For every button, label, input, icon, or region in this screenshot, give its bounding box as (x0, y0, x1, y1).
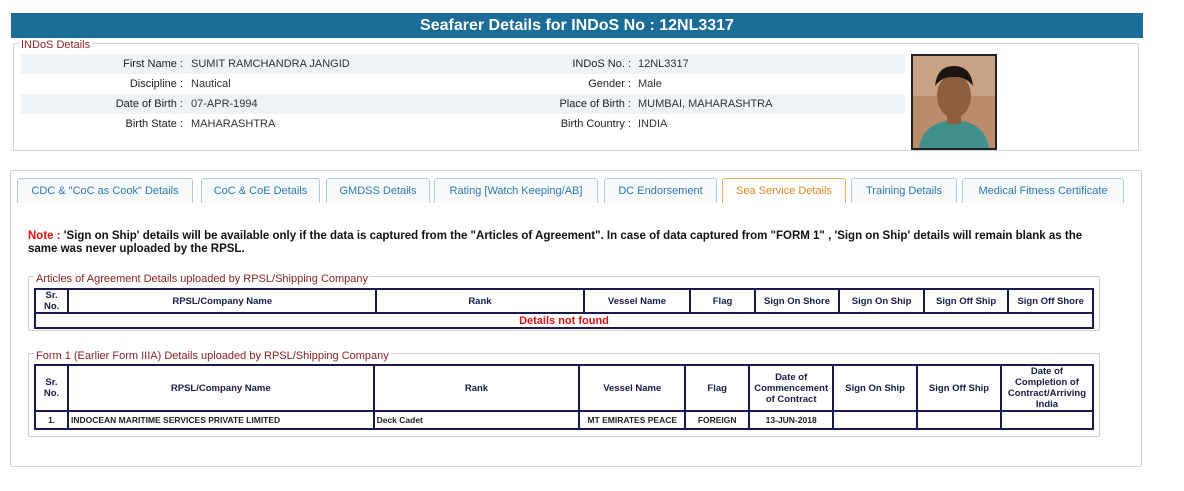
tab-dc-endorsement[interactable]: DC Endorsement (604, 178, 717, 203)
table-header-row (35, 289, 1093, 313)
birth-state-value: MAHARASHTRA (191, 118, 276, 130)
dob-value: 07-APR-1994 (191, 98, 258, 110)
col-flag: Flag (690, 289, 754, 313)
info-row (21, 114, 905, 134)
tab-coc-coe[interactable]: CoC & CoE Details (201, 178, 320, 203)
cell-commencement-date: 13-JUN-2018 (749, 411, 833, 429)
tab-medical-fitness[interactable]: Medical Fitness Certificate (962, 178, 1124, 203)
col-sr-no: Sr. No. (35, 289, 68, 313)
gender-label: Gender : (588, 78, 631, 90)
cell-vessel-name: MT EMIRATES PEACE (579, 411, 685, 429)
note-text: 'Sign on Ship' details will be available only if the data is captured from the "Articles of Agreement". In case of data captured from "FORM 1" , 'Sign on Ship' details will remain blank as the same was never uploaded by the RPSL. (28, 230, 1083, 255)
articles-legend: Articles of Agreement Details uploaded by RPSL/Shipping Company (36, 273, 369, 285)
cell-sign-on-ship (833, 411, 917, 429)
col-company-name: RPSL/Company Name (68, 365, 374, 411)
form1-legend: Form 1 (Earlier Form IIIA) Details uploaded by RPSL/Shipping Company (36, 350, 389, 362)
note-label: Note : (28, 230, 61, 242)
table-row (35, 313, 1093, 328)
col-sign-off-shore: Sign Off Shore (1008, 289, 1093, 313)
indos-no-label: INDoS No. : (572, 58, 631, 70)
info-row (21, 94, 905, 114)
col-completion-date: Date of Completion of Contract/Arriving India (1001, 365, 1093, 411)
col-rank: Rank (374, 365, 580, 411)
col-company-name: RPSL/Company Name (68, 289, 376, 313)
birth-country-value: INDIA (638, 118, 668, 130)
tab-training[interactable]: Training Details (851, 178, 957, 203)
indos-no-value: 12NL3317 (638, 58, 689, 70)
col-sr-no: Sr. No. (35, 365, 68, 411)
col-sign-on-ship: Sign On Ship (833, 365, 917, 411)
discipline-value: Nautical (191, 78, 231, 90)
birth-state-label: Birth State : (125, 118, 183, 130)
cell-company-name: INDOCEAN MARITIME SERVICES PRIVATE LIMITED (68, 411, 374, 429)
col-sign-on-ship: Sign On Ship (839, 289, 924, 313)
col-vessel-name: Vessel Name (579, 365, 685, 411)
col-commencement-date: Date of Commencement of Contract (749, 365, 833, 411)
tab-sea-service[interactable]: Sea Service Details (722, 178, 846, 203)
col-sign-on-shore: Sign On Shore (755, 289, 840, 313)
col-flag: Flag (685, 365, 749, 411)
discipline-label: Discipline : (129, 78, 183, 90)
place-of-birth-value: MUMBAI, MAHARASHTRA (638, 98, 773, 110)
cell-flag: FOREIGN (685, 411, 749, 429)
articles-table (34, 288, 1094, 329)
birth-country-label: Birth Country : (560, 118, 631, 130)
form1-table (34, 364, 1094, 430)
col-sign-off-ship: Sign Off Ship (924, 289, 1009, 313)
dob-label: Date of Birth : (115, 98, 183, 110)
info-row (21, 54, 905, 74)
page-title: Seafarer Details for INDoS No : 12NL3317 (11, 13, 1143, 38)
indos-details-legend: INDoS Details (21, 39, 91, 51)
col-vessel-name: Vessel Name (584, 289, 691, 313)
table-row (35, 411, 1093, 429)
info-row (21, 74, 905, 94)
col-rank: Rank (376, 289, 583, 313)
tab-gmdss[interactable]: GMDSS Details (326, 178, 430, 203)
cell-sign-off-ship (917, 411, 1001, 429)
sign-on-note (28, 230, 1098, 256)
seafarer-photo (911, 54, 997, 150)
first-name-label: First Name : (123, 58, 183, 70)
person-photo-icon (913, 56, 995, 148)
tab-cdc-coc-cook[interactable]: CDC & "CoC as Cook" Details (17, 178, 193, 203)
cell-sr-no: 1. (35, 411, 68, 429)
cell-rank: Deck Cadet (374, 411, 580, 429)
table-header-row (35, 365, 1093, 411)
first-name-value: SUMIT RAMCHANDRA JANGID (191, 58, 350, 70)
cell-completion-date (1001, 411, 1093, 429)
tab-rating-watch-keeping[interactable]: Rating [Watch Keeping/AB] (434, 178, 598, 203)
no-records-message: Details not found (35, 313, 1093, 328)
place-of-birth-label: Place of Birth : (559, 98, 631, 110)
gender-value: Male (638, 78, 662, 90)
col-sign-off-ship: Sign Off Ship (917, 365, 1001, 411)
